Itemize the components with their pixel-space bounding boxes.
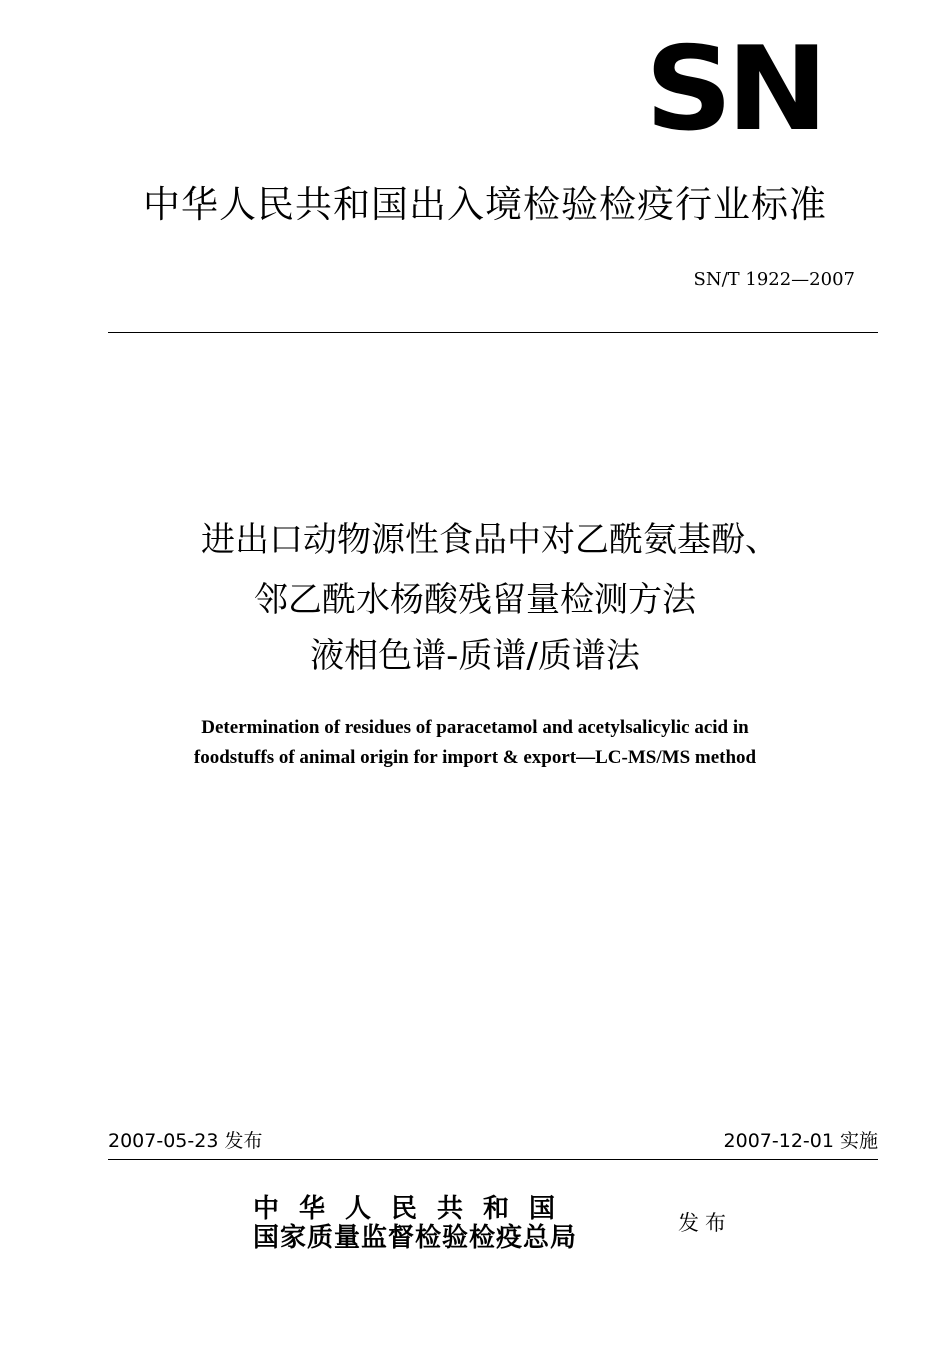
issuer-line-2: 国家质量监督检验检疫总局 [253, 1223, 578, 1253]
bottom-divider [108, 1159, 878, 1160]
top-divider [108, 332, 878, 333]
sn-logo: SN [645, 22, 823, 157]
publish-label: 发布 [678, 1211, 732, 1235]
title-cn-line-1: 进出口动物源性食品中对乙酰氨基酚、 [201, 520, 779, 560]
organization-title: 中华人民共和国出入境检验检疫行业标准 [143, 183, 827, 226]
title-en-line-2: foodstuffs of animal origin for import & export—LC-MS/MS method [193, 747, 757, 768]
title-en-line-1: Determination of residues of paracetamol and acetylsalicylic acid in [201, 717, 749, 738]
standard-code: SN/T 1922—2007 [693, 269, 855, 290]
release-date: 2007-05-23 发布 [108, 1130, 263, 1152]
issuer-line-1: 中华人民共和国 [253, 1194, 576, 1224]
title-en [0, 713, 950, 773]
implement-date: 2007-12-01 实施 [723, 1130, 878, 1152]
title-cn-line-2: 邻乙酰水杨酸残留量检测方法 [254, 580, 696, 620]
title-cn-line-3: 液相色谱-质谱/质谱法 [310, 636, 640, 676]
